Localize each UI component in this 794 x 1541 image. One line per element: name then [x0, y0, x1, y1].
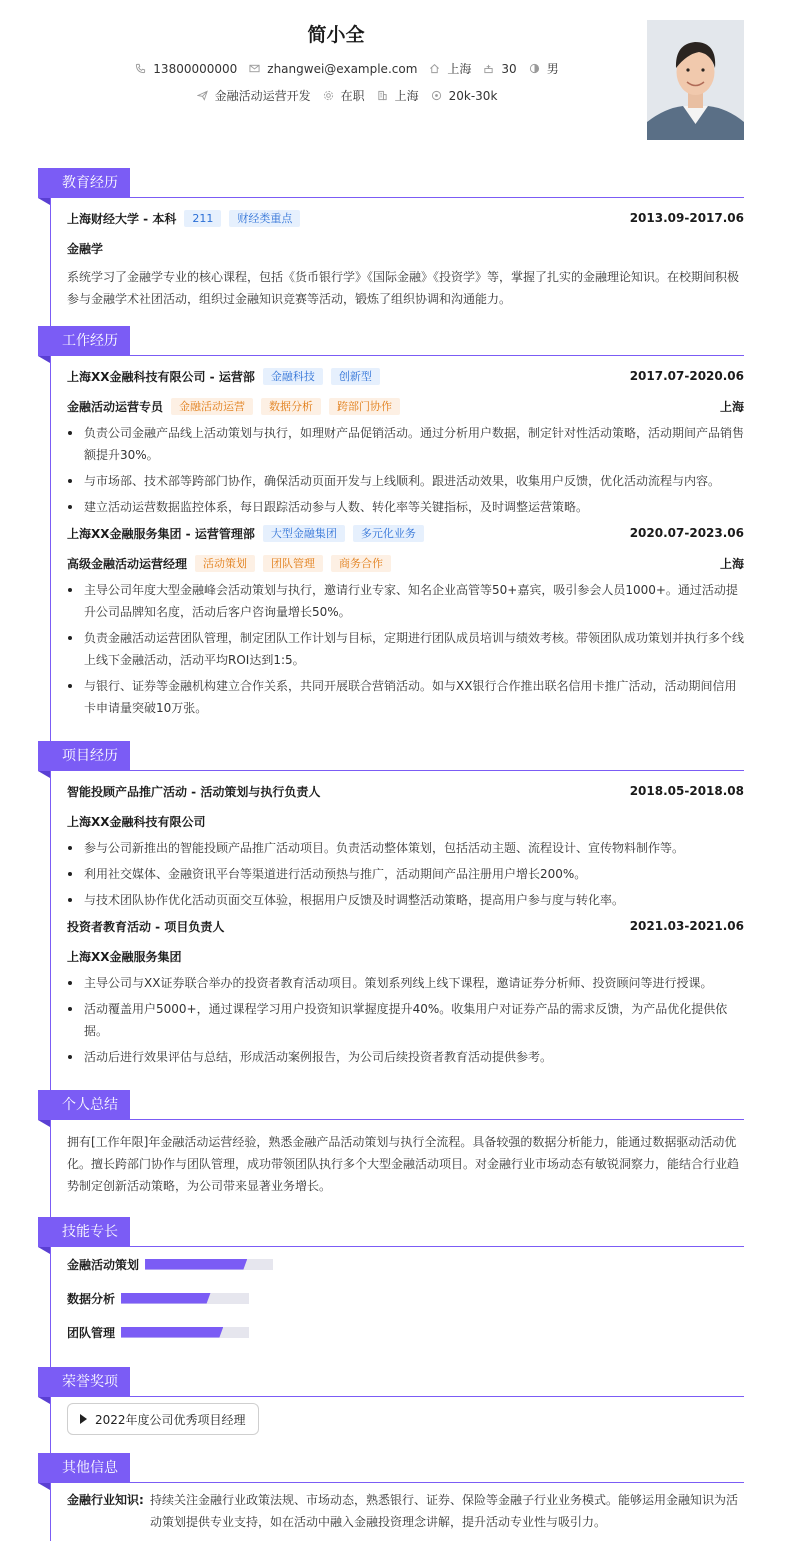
send-icon — [197, 90, 208, 101]
status-text: 在职 — [340, 89, 365, 103]
school-name: 上海财经大学 - 本科 — [67, 211, 177, 226]
project-org-row — [67, 945, 744, 967]
city-text: 上海 — [447, 62, 472, 76]
company-tag: 创新型 — [331, 368, 380, 385]
job-bullets — [67, 422, 744, 518]
status-item — [323, 87, 365, 104]
other-text: 持续关注金融行业政策法规、市场动态，熟悉银行、证券、保险等金融子行业业务模式。能够运用金融知识为活动策划提供专业支持，如在活动中融入金融投资理念讲解，提升活动专业性与吸引力。 — [150, 1493, 739, 1529]
project-org: 上海XX金融服务集团 — [67, 949, 182, 964]
education-header — [38, 168, 744, 198]
education-row — [67, 207, 744, 229]
list-item: 活动覆盖用户5000+，通过课程学习用户投资知识掌握度提升40%。收集用户对证券产品的需求反馈，为产品优化提供依据。 — [67, 998, 744, 1042]
other-section — [38, 1453, 744, 1533]
coin-icon — [431, 90, 442, 101]
other-body — [38, 1483, 744, 1533]
award-label: 2022年度公司优秀项目经理 — [95, 1412, 246, 1427]
company-tag: 多元化业务 — [353, 525, 424, 542]
list-item: 利用社交媒体、金融资讯平台等渠道进行活动预热与推广，活动期间产品注册用户增长200%。 — [67, 863, 744, 885]
play-icon — [80, 1414, 87, 1424]
project-bullets — [67, 972, 744, 1068]
job-target-item — [197, 87, 311, 104]
mail-icon — [249, 63, 260, 74]
school-tag: 财经类重点 — [229, 210, 300, 227]
email-item — [249, 62, 417, 76]
job-date: 2017.07-2020.06 — [629, 369, 744, 383]
age-item — [483, 62, 516, 76]
building-icon — [377, 90, 388, 101]
phone-icon — [135, 63, 146, 74]
summary-text: 拥有[工作年限]年金融活动运营经验，熟悉金融产品活动策划与执行全流程。具备较强的数据分析能力，能通过数据驱动活动优化。擅长跨部门协作与团队管理，成功带领团队执行多个大型金融活动项目。对金融行业市场动态有敏锐洞察力，能结合行业趋势制定创新活动策略，为公司带来显著业务增长。 — [67, 1135, 740, 1193]
company-name: 上海XX金融科技有限公司 - 运营部 — [67, 369, 255, 384]
work-body — [38, 356, 744, 719]
section-title: 工作经历 — [38, 326, 130, 356]
position-tag: 数据分析 — [261, 398, 321, 415]
school-tag: 211 — [184, 210, 221, 227]
skill-label: 团队管理 — [67, 1325, 116, 1340]
skills-body — [38, 1247, 744, 1355]
project-date: 2018.05-2018.08 — [629, 784, 744, 798]
position-tag: 商务合作 — [331, 555, 391, 572]
position-name: 金融活动运营专员 — [67, 399, 164, 414]
other-item — [67, 1489, 744, 1533]
education-desc: 系统学习了金融学专业的核心课程，包括《货币银行学》《国际金融》《投资学》等，掌握了扎实的金融理论知识。在校期间积极参与金融学术社团活动，组织过金融知识竞赛等活动，锻炼了组织协调和沟通能力。 — [67, 270, 740, 306]
project-org: 上海XX金融科技有限公司 — [67, 814, 206, 829]
email-text: zhangwei@example.com — [267, 61, 418, 76]
company-tag: 金融科技 — [263, 368, 323, 385]
list-item: 主导公司年度大型金融峰会活动策划与执行，邀请行业专家、知名企业高管等50+嘉宾，吸引参会人员1000+。通过活动提升公司品牌知名度，活动后客户咨询量增长50%。 — [67, 579, 744, 623]
job-location: 上海 — [719, 556, 744, 571]
skill-label: 数据分析 — [67, 1291, 116, 1306]
project-row — [67, 780, 744, 802]
project-org-row — [67, 810, 744, 832]
salary-item — [431, 89, 498, 103]
summary-section — [38, 1090, 744, 1197]
position-tag: 团队管理 — [263, 555, 323, 572]
other-header — [38, 1453, 744, 1483]
awards-section — [38, 1367, 744, 1435]
education-section — [38, 168, 744, 310]
section-title: 其他信息 — [38, 1453, 130, 1483]
company-row — [67, 522, 744, 544]
position-tag: 金融活动运营 — [171, 398, 253, 415]
work-header — [38, 326, 744, 356]
project-row — [67, 915, 744, 937]
summary-header — [38, 1090, 744, 1120]
avatar — [647, 20, 744, 140]
resume-header — [0, 0, 794, 150]
project-date: 2021.03-2021.06 — [629, 919, 744, 933]
skill-bar — [121, 1327, 249, 1338]
basic-info-line — [0, 60, 694, 77]
education-date: 2013.09-2017.06 — [629, 211, 744, 225]
list-item: 负责公司金融产品线上活动策划与执行，如理财产品促销活动。通过分析用户数据，制定针对性活动策略，活动期间产品销售额提升30%。 — [67, 422, 744, 466]
awards-body — [38, 1397, 744, 1435]
position-row — [67, 395, 744, 417]
gender-item — [529, 60, 559, 77]
major-row — [67, 237, 744, 259]
list-item: 与银行、证券等金融机构建立合作关系，共同开展联合营销活动。如与XX银行合作推出联名信用卡推广活动，活动期间信用卡申请量突破10万张。 — [67, 675, 744, 719]
section-title: 项目经历 — [38, 741, 130, 771]
skills-section — [38, 1217, 744, 1355]
major-name: 金融学 — [67, 241, 104, 256]
job-bullets — [67, 579, 744, 719]
gender-icon — [529, 63, 540, 74]
award-item[interactable] — [67, 1403, 259, 1435]
work-section — [38, 326, 744, 719]
skill-bar — [145, 1259, 273, 1270]
skill-fill — [121, 1293, 211, 1304]
projects-body — [38, 771, 744, 1068]
home-icon — [429, 63, 440, 74]
list-item: 参与公司新推出的智能投顾产品推广活动项目。负责活动整体策划，包括活动主题、流程设计、宣传物料制作等。 — [67, 837, 744, 859]
awards-header — [38, 1367, 744, 1397]
gender-text: 男 — [546, 62, 559, 76]
phone-item — [135, 62, 237, 76]
company-row — [67, 365, 744, 387]
education-body — [38, 198, 744, 310]
job-date: 2020.07-2023.06 — [629, 526, 744, 540]
list-item: 与技术团队协作优化活动页面交互体验，根据用户反馈及时调整活动策略，提高用户参与度与转化率。 — [67, 889, 744, 911]
section-title: 技能专长 — [38, 1217, 130, 1247]
position-tag: 活动策划 — [195, 555, 255, 572]
projects-header — [38, 741, 744, 771]
position-row — [67, 552, 744, 574]
projects-section — [38, 741, 744, 1068]
salary-text: 20k-30k — [448, 88, 498, 103]
other-label: 金融行业知识: — [67, 1493, 144, 1507]
summary-body — [38, 1120, 744, 1197]
skills-list — [67, 1253, 744, 1355]
job-location: 上海 — [719, 399, 744, 414]
skill-item — [67, 1321, 409, 1343]
project-name: 智能投顾产品推广活动 - 活动策划与执行负责人 — [67, 784, 321, 799]
skill-label: 金融活动策划 — [67, 1257, 140, 1272]
job-target-text: 金融活动运营开发 — [214, 89, 311, 103]
section-title: 教育经历 — [38, 168, 130, 198]
company-name: 上海XX金融服务集团 - 运营管理部 — [67, 526, 255, 541]
list-item: 主导公司与XX证券联合举办的投资者教育活动项目。策划系列线上线下课程，邀请证券分析师、投资顾问等进行授课。 — [67, 972, 744, 994]
position-tag: 跨部门协作 — [329, 398, 400, 415]
skill-bar — [121, 1293, 249, 1304]
list-item: 活动后进行效果评估与总结，形成活动案例报告，为公司后续投资者教育活动提供参考。 — [67, 1046, 744, 1068]
gear-icon — [323, 90, 334, 101]
job-intent-line — [0, 87, 694, 104]
target-city-item — [377, 87, 419, 104]
position-name: 高级金融活动运营经理 — [67, 556, 188, 571]
list-item: 建立活动运营数据监控体系，每日跟踪活动参与人数、转化率等关键指标，及时调整运营策略。 — [67, 496, 744, 518]
cake-icon — [483, 63, 494, 74]
skill-fill — [121, 1327, 223, 1338]
skill-item — [67, 1287, 409, 1309]
skills-header — [38, 1217, 744, 1247]
phone-text: 13800000000 — [153, 61, 238, 76]
age-text: 30 — [501, 61, 517, 76]
skill-item — [67, 1253, 409, 1275]
section-title: 荣誉奖项 — [38, 1367, 130, 1397]
list-item: 负责金融活动运营团队管理，制定团队工作计划与目标，定期进行团队成员培训与绩效考核。带领团队成功策划并执行多个线上线下金融活动，活动平均ROI达到1:5。 — [67, 627, 744, 671]
company-tag: 大型金融集团 — [263, 525, 345, 542]
candidate-name: 简小全 — [307, 24, 365, 46]
target-city-text: 上海 — [394, 89, 419, 103]
list-item: 与市场部、技术部等跨部门协作，确保活动页面开发与上线顺利。跟进活动效果，收集用户反馈，优化活动流程与内容。 — [67, 470, 744, 492]
skill-fill — [145, 1259, 247, 1270]
project-name: 投资者教育活动 - 项目负责人 — [67, 919, 225, 934]
project-bullets — [67, 837, 744, 911]
section-title: 个人总结 — [38, 1090, 130, 1120]
city-item — [429, 60, 471, 77]
